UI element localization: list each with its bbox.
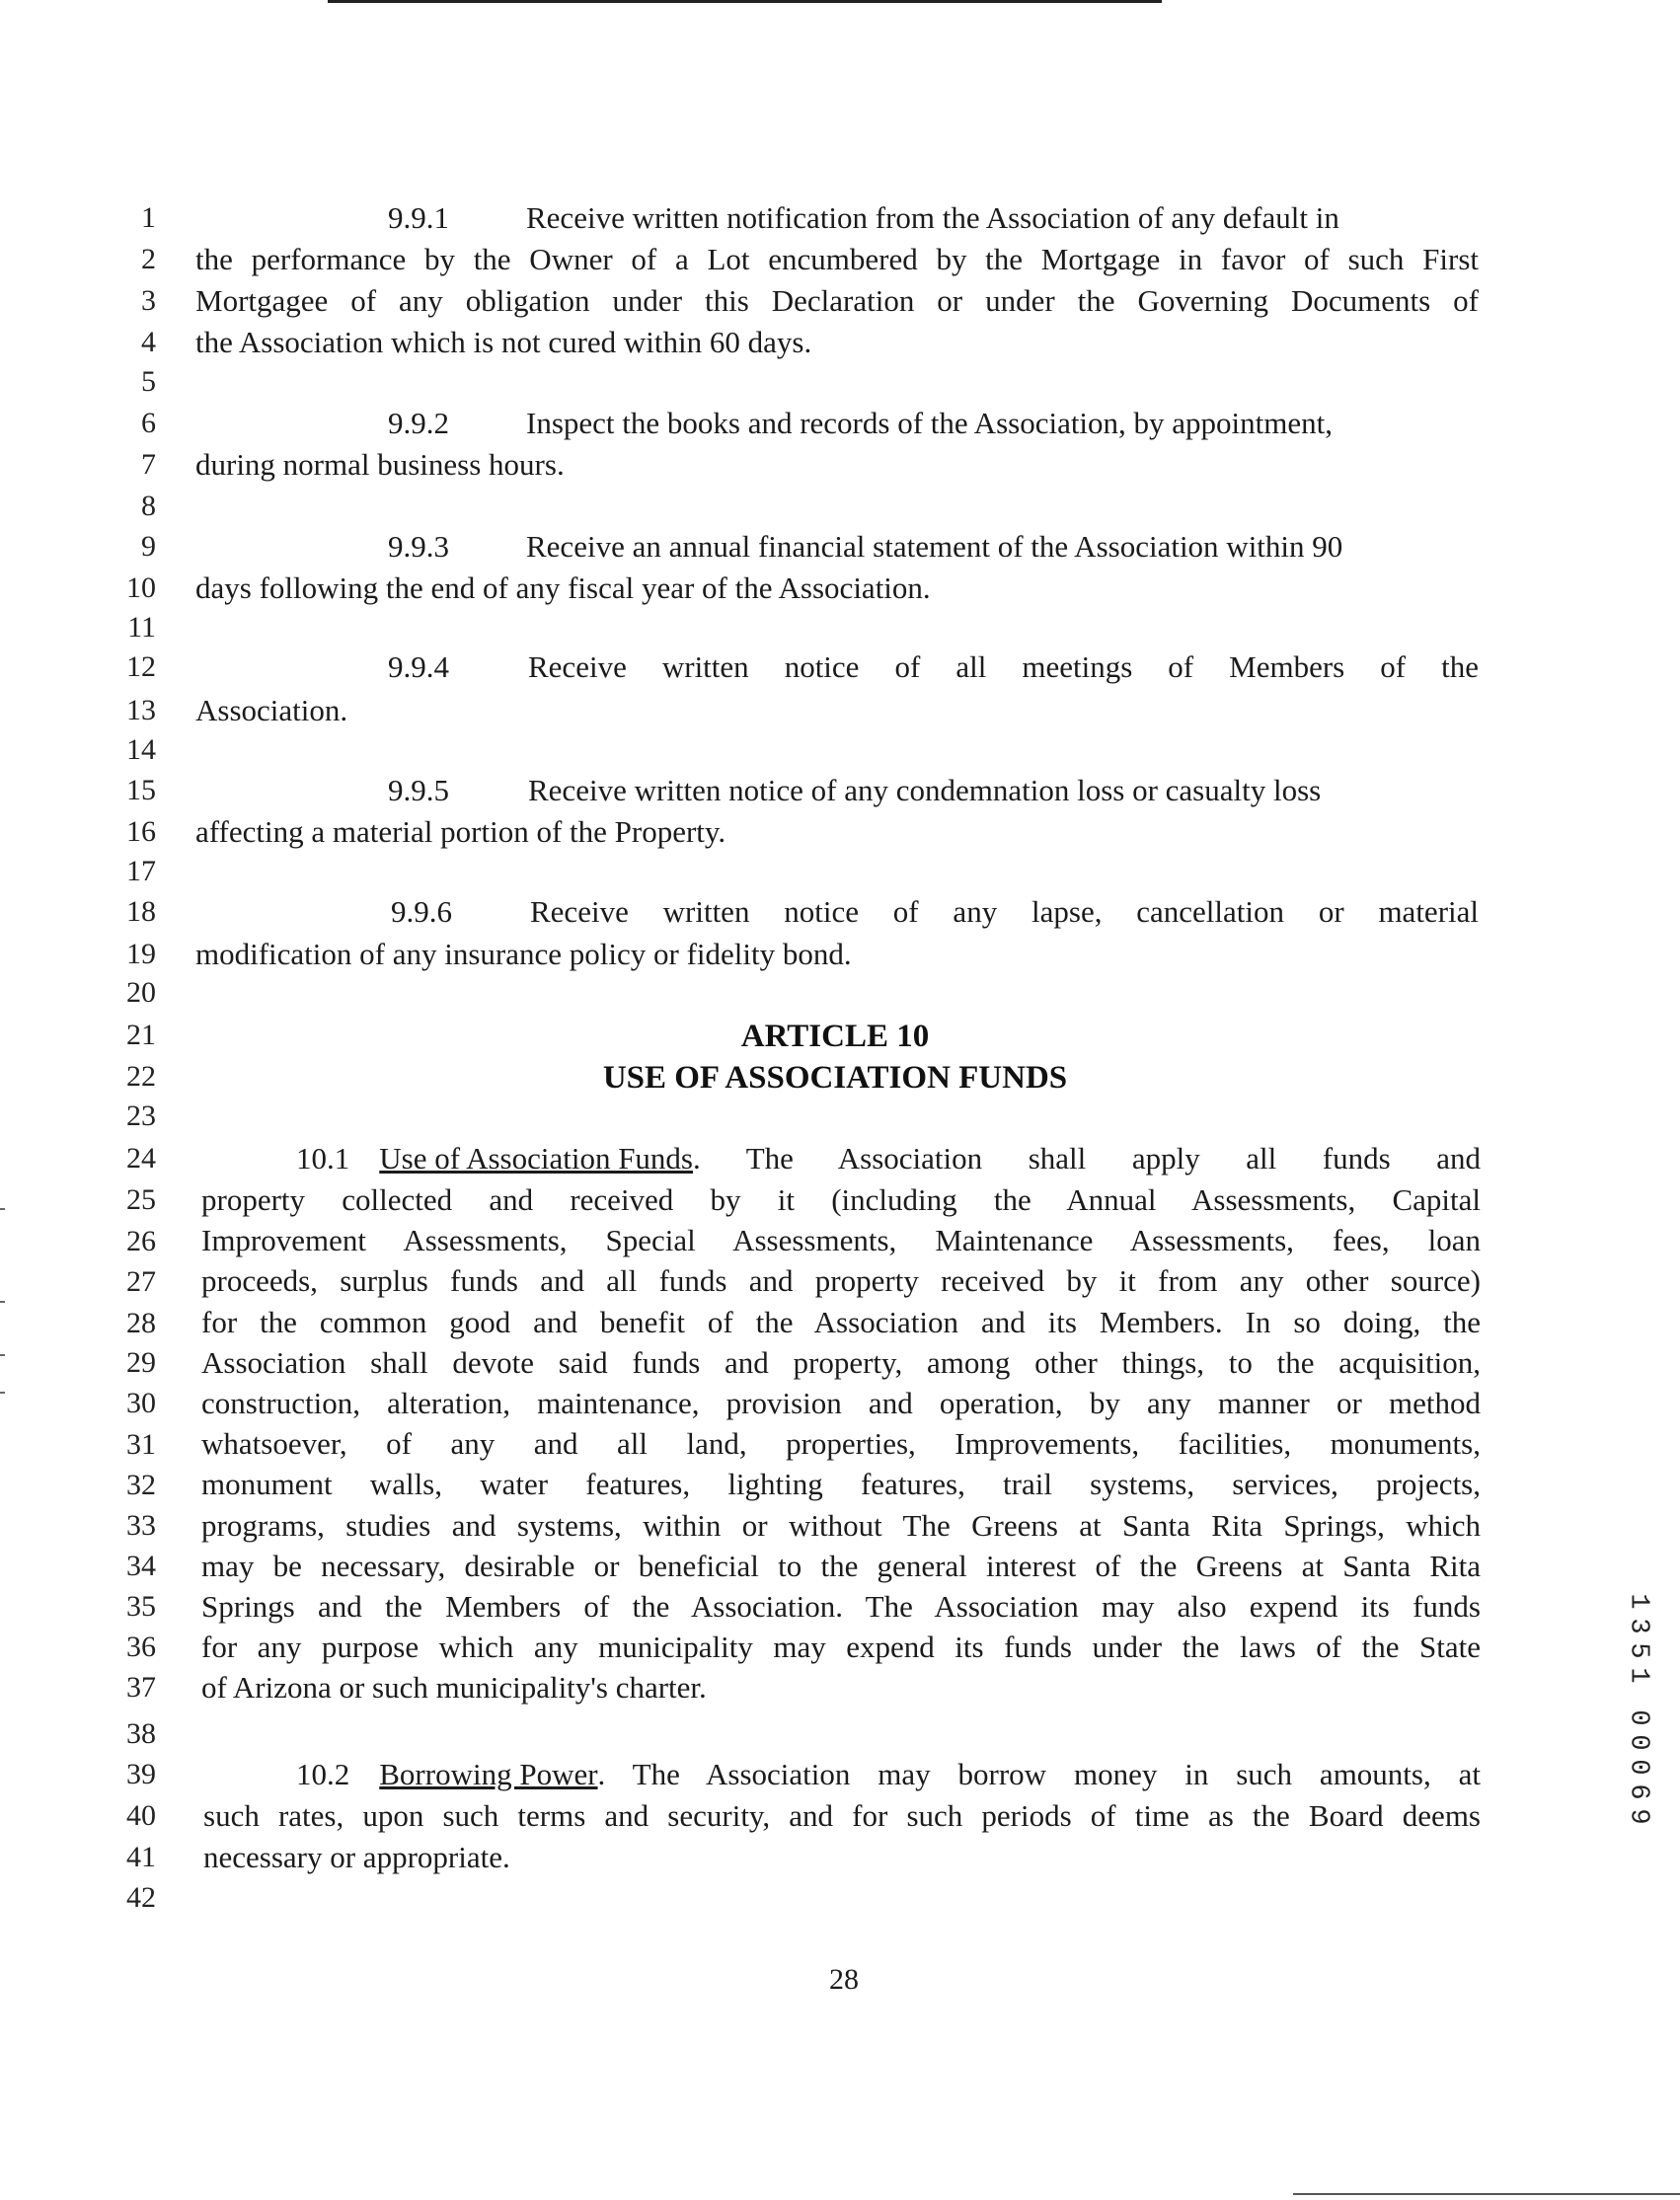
line-number: 18 xyxy=(126,895,156,928)
section-number: 9.9.4 xyxy=(388,649,449,684)
stamp-char: 5 xyxy=(1623,1642,1653,1659)
paragraph-first-line xyxy=(296,1754,1481,1795)
section-number: 9.9.2 xyxy=(388,406,449,440)
line-number: 13 xyxy=(126,694,156,726)
text-line: the Association which is not cured within 60 days. xyxy=(195,325,812,359)
line-number: 24 xyxy=(126,1142,156,1175)
line-number: 21 xyxy=(126,1019,156,1051)
line-number: 5 xyxy=(141,365,156,398)
stamp-char: 1 xyxy=(1623,1667,1653,1684)
text-line: property collected and received by it (including the Annual Assessments, Capital xyxy=(201,1182,1481,1217)
text-line: affecting a material portion of the Property. xyxy=(195,814,726,849)
text-line: during normal business hours. xyxy=(195,447,565,482)
line-number: 2 xyxy=(141,243,156,275)
text-line: Association. xyxy=(195,693,348,727)
line-number: 22 xyxy=(126,1060,156,1093)
section-number: 9.9.6 xyxy=(391,894,452,929)
text-line: for any purpose which any municipality may expend its funds under the laws of the State xyxy=(201,1630,1481,1665)
scan-mark xyxy=(0,1354,5,1356)
stamp-char: 0 xyxy=(1623,1734,1653,1751)
line-number: 27 xyxy=(126,1265,156,1298)
text-line: of Arizona or such municipality's charter. xyxy=(201,1670,707,1706)
text-line: may be necessary, desirable or beneficial to the general interest of the Greens at Santa Rita xyxy=(201,1548,1481,1583)
line-number: 11 xyxy=(127,611,156,644)
line-number: 6 xyxy=(141,407,156,439)
stamp-char: 0 xyxy=(1623,1709,1653,1726)
paragraph-text: Receive an annual financial statement of the Association within 90 xyxy=(526,529,1343,564)
line-number: 28 xyxy=(126,1307,156,1339)
line-number: 8 xyxy=(141,490,156,522)
text-line: Springs and the Members of the Association. The Association may also expend its funds xyxy=(201,1589,1481,1624)
article-heading: ARTICLE 10 xyxy=(740,1019,930,1054)
text-line: Improvement Assessments, Special Assessments, Maintenance Assessments, fees, loan xyxy=(201,1223,1481,1258)
section-title: Use of Association Funds xyxy=(379,1141,693,1176)
line-number: 3 xyxy=(141,284,156,317)
line-number: 23 xyxy=(126,1100,156,1132)
line-number: 7 xyxy=(141,448,156,481)
paragraph-first-line xyxy=(195,891,1479,933)
text-line: for the common good and benefit of the Association and its Members. In so doing, the xyxy=(201,1304,1481,1339)
line-number: 31 xyxy=(126,1428,156,1461)
text-line: modification of any insurance policy or fidelity bond. xyxy=(195,937,852,971)
stamp-char: 9 xyxy=(1623,1808,1653,1825)
scan-mark xyxy=(0,1208,5,1210)
line-number: 42 xyxy=(126,1881,156,1914)
line-number: 16 xyxy=(126,815,156,848)
paragraph-text: Receive written notice of all meetings of Members of the xyxy=(528,649,1479,684)
line-number: 29 xyxy=(126,1346,156,1379)
line-number: 12 xyxy=(126,650,156,683)
line-number: 30 xyxy=(126,1387,156,1419)
paragraph-first-line xyxy=(195,646,1479,688)
line-number: 26 xyxy=(126,1225,156,1257)
line-number: 25 xyxy=(126,1183,156,1216)
text-line: whatsoever, of any and all land, properties, Improvements, facilities, monuments, xyxy=(201,1426,1481,1462)
scan-mark xyxy=(0,1301,5,1303)
paragraph-first-line xyxy=(296,1138,1481,1179)
top-rule xyxy=(328,0,1162,3)
text-line: Mortgagee of any obligation under this Declaration or under the Governing Documents of xyxy=(195,283,1479,318)
line-number: 36 xyxy=(126,1631,156,1663)
section-title: Borrowing Power xyxy=(379,1757,598,1791)
bottom-rule xyxy=(1293,2193,1680,2195)
line-number: 9 xyxy=(141,530,156,563)
text-line: Association shall devote said funds and property, among other things, to the acquisition, xyxy=(201,1344,1481,1380)
text-line: the performance by the Owner of a Lot encumbered by the Mortgage in favor of such First xyxy=(195,242,1479,276)
line-number: 14 xyxy=(126,733,156,766)
line-number: 41 xyxy=(126,1841,156,1873)
line-number: 40 xyxy=(126,1799,156,1832)
text-line: proceeds, surplus funds and all funds and property received by it from any other source) xyxy=(201,1263,1481,1299)
scan-mark xyxy=(0,1392,5,1394)
page-number: 28 xyxy=(829,1963,859,1996)
stamp-number-a xyxy=(1623,1589,1653,1688)
section-number: 9.9.3 xyxy=(388,529,449,564)
line-number: 17 xyxy=(126,855,156,887)
paragraph-text: Receive written notice of any condemnation loss or casualty loss xyxy=(528,773,1322,807)
section-number: 10.2 xyxy=(296,1757,350,1791)
line-number: 33 xyxy=(126,1509,156,1542)
line-number: 20 xyxy=(126,976,156,1009)
text-line: necessary or appropriate. xyxy=(203,1840,510,1874)
line-number: 4 xyxy=(141,326,156,358)
line-number: 1 xyxy=(141,201,156,234)
section-number: 9.9.1 xyxy=(388,200,449,235)
article-title: USE OF ASSOCIATION FUNDS xyxy=(602,1060,1068,1096)
line-number: 37 xyxy=(126,1671,156,1704)
text-line: such rates, upon such terms and security, and for such periods of time as the Board deems xyxy=(203,1798,1481,1833)
text-line: monument walls, water features, lighting features, trail systems, services, projects, xyxy=(201,1467,1481,1502)
line-number: 38 xyxy=(126,1717,156,1750)
line-number: 15 xyxy=(126,774,156,806)
stamp-char: 1 xyxy=(1623,1593,1653,1610)
section-number: 9.9.5 xyxy=(388,773,449,807)
paragraph-text: . The Association shall apply all funds and xyxy=(693,1141,1481,1176)
line-number: 39 xyxy=(126,1758,156,1790)
section-number: 10.1 xyxy=(296,1141,350,1176)
text-line: days following the end of any fiscal year of the Association. xyxy=(195,570,931,605)
paragraph-text: Receive written notice of any lapse, cancellation or material xyxy=(530,894,1479,929)
stamp-char: 6 xyxy=(1623,1783,1653,1800)
line-number: 32 xyxy=(126,1469,156,1501)
line-number: 19 xyxy=(126,938,156,970)
text-line: construction, alteration, maintenance, provision and operation, by any manner or method xyxy=(201,1386,1481,1420)
line-number: 10 xyxy=(126,571,156,604)
line-number: 35 xyxy=(126,1590,156,1623)
stamp-char: 0 xyxy=(1623,1759,1653,1776)
stamp-number-b xyxy=(1623,1706,1653,1829)
text-line: programs, studies and systems, within or without The Greens at Santa Rita Springs, which xyxy=(201,1507,1481,1543)
stamp-char: 3 xyxy=(1623,1618,1653,1634)
paragraph-text: . The Association may borrow money in such amounts, at xyxy=(597,1757,1481,1791)
paragraph-text: Receive written notification from the Association of any default in xyxy=(526,200,1339,235)
paragraph-text: Inspect the books and records of the Association, by appointment, xyxy=(526,406,1334,440)
line-number: 34 xyxy=(126,1550,156,1582)
recording-stamp xyxy=(1620,1589,1655,1856)
